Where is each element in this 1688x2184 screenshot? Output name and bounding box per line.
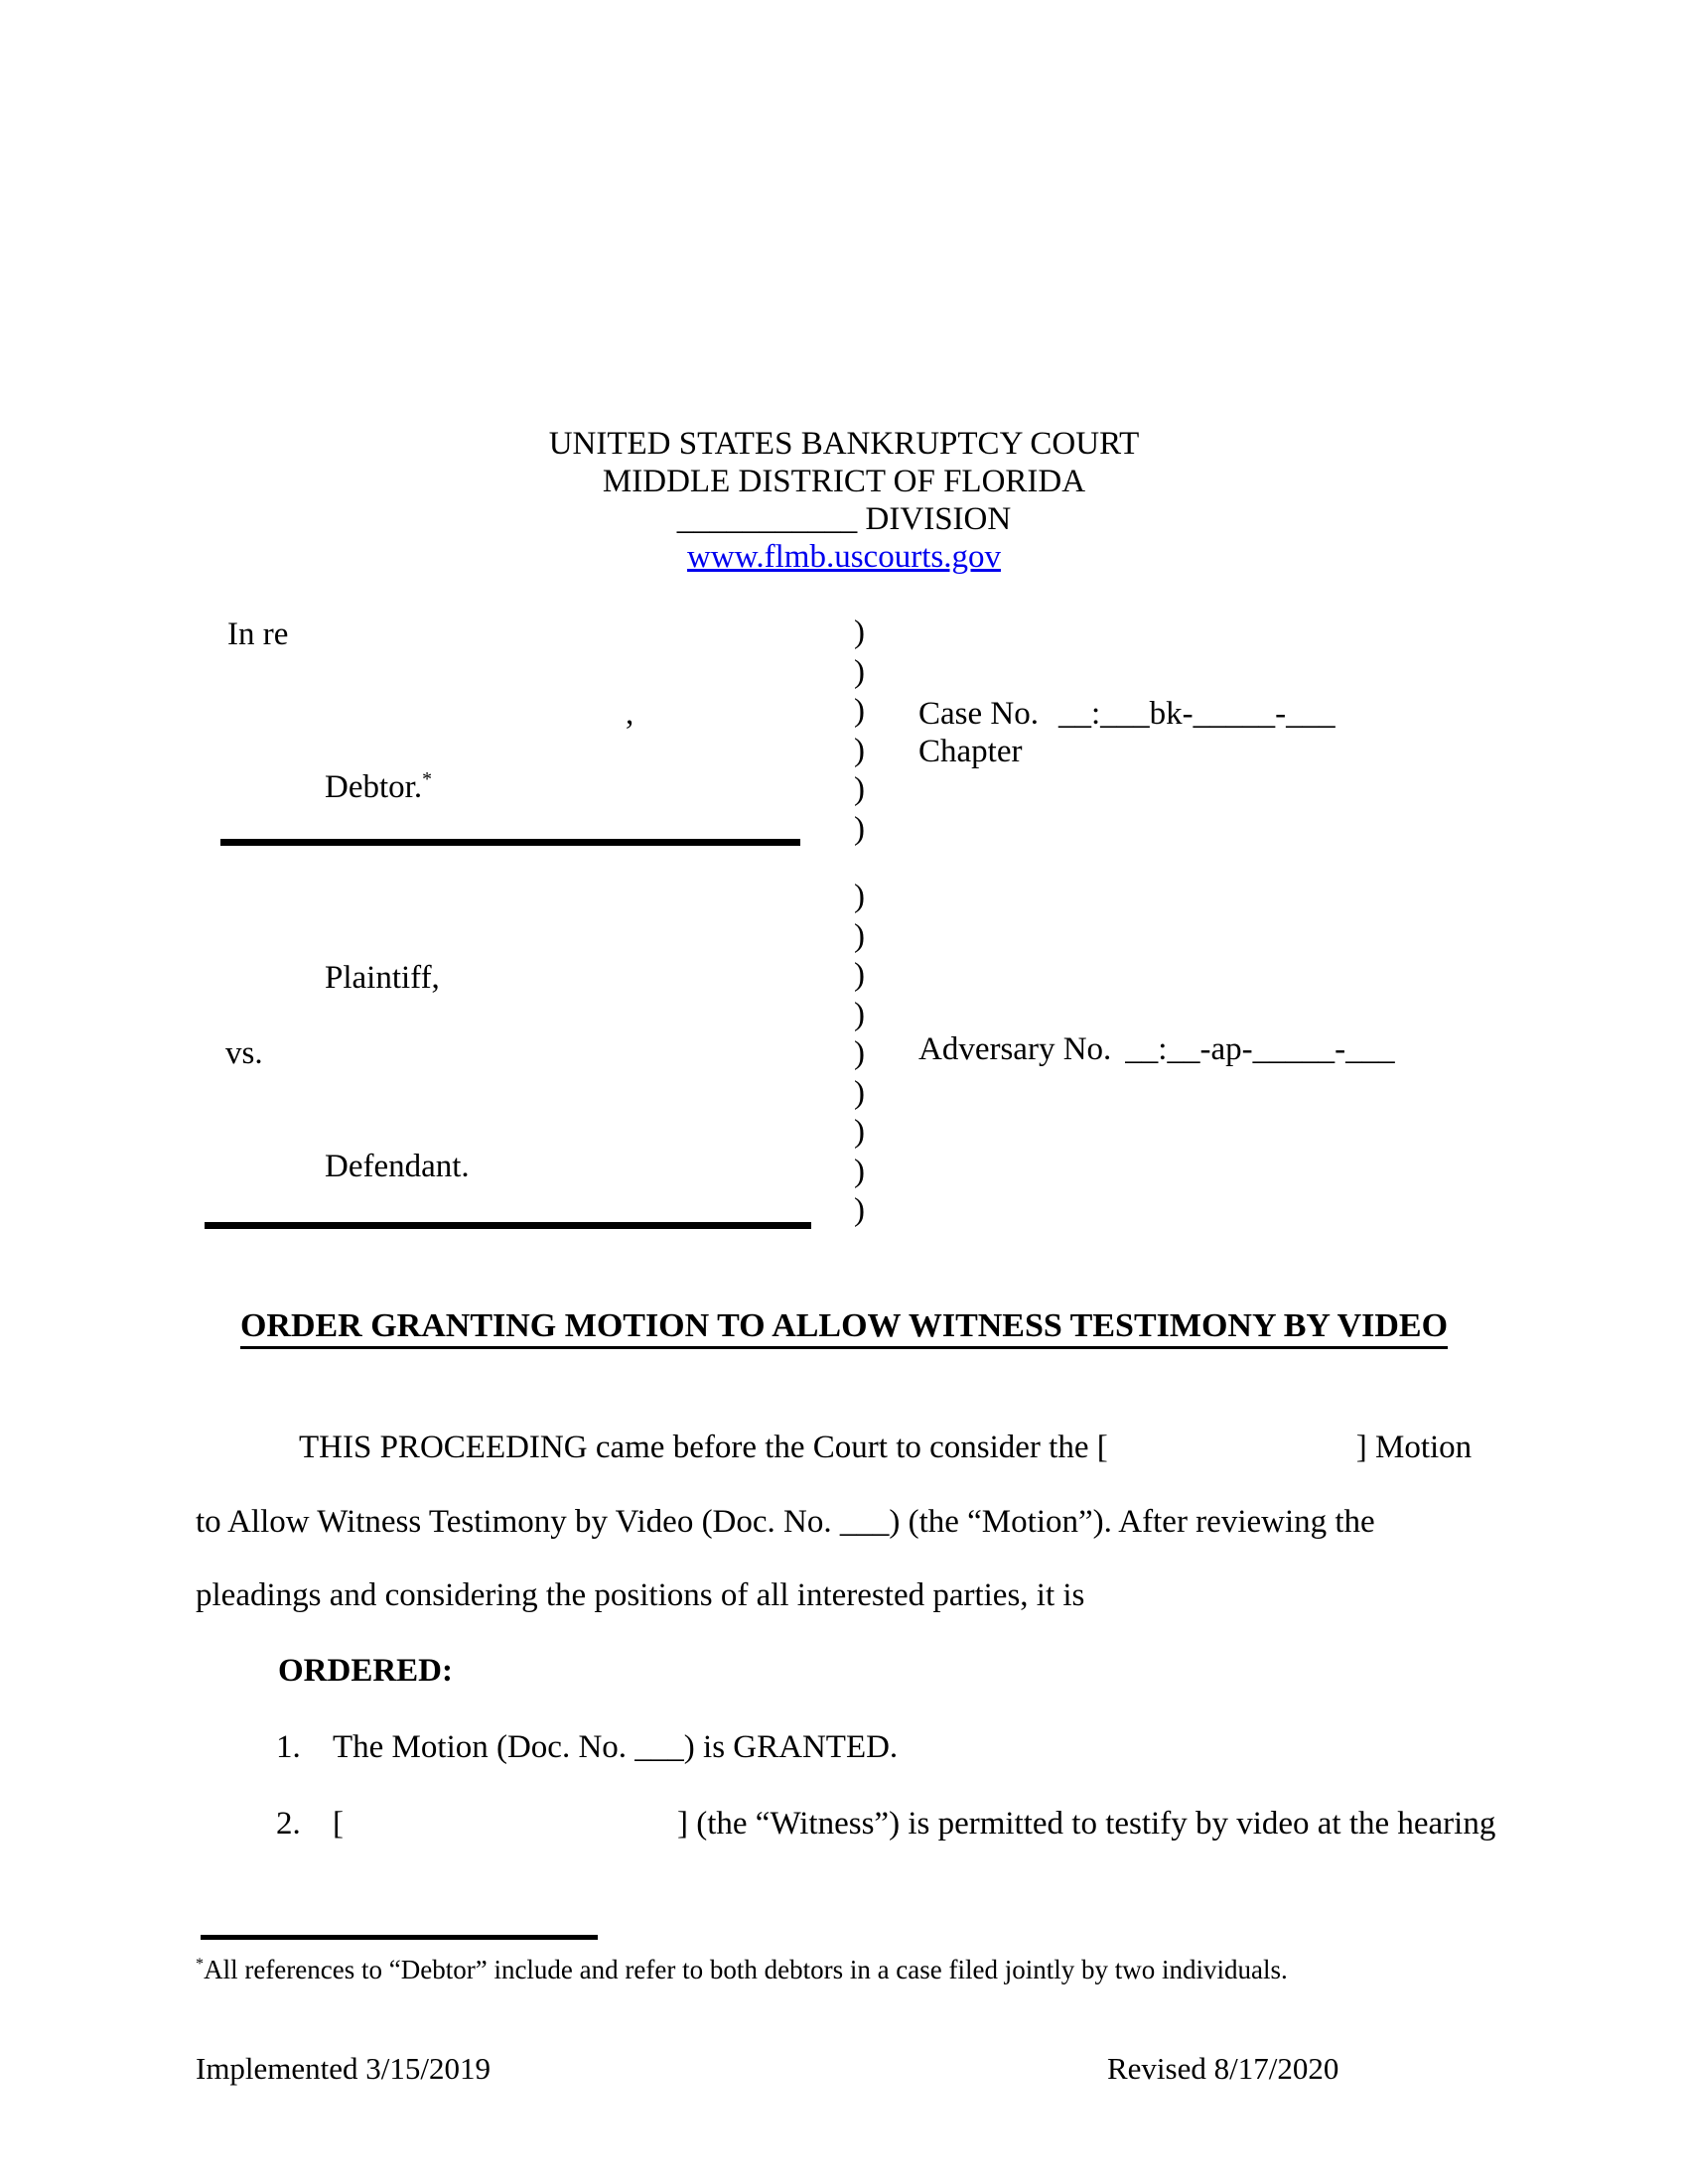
debtor-label: Debtor. [325,769,423,805]
ordered-item-1 [276,1728,898,1766]
division-line [0,500,1688,538]
district-heading: MIDDLE DISTRICT OF FLORIDA [602,464,1086,499]
caption-paren: ) [854,771,865,807]
caption-divider-rule-bankruptcy [220,839,800,846]
implemented-date-label: Implemented 3/15/2019 [196,2051,492,2086]
vs-label: vs. [225,1035,263,1071]
caption-paren: ) [854,693,865,729]
caption-paren: ) [854,996,865,1032]
caption-divider-rule-adversary [205,1222,811,1229]
adversary-number-label: Adversary No. [918,1031,1112,1067]
ordered-colon: : [442,1653,454,1689]
item1-number: 1. [276,1729,301,1765]
item2-number: 2. [276,1806,301,1842]
caption-paren-column-adversary [854,878,865,1231]
order-title-line [0,1307,1688,1349]
caption-paren: ) [854,1114,865,1150]
ordered-line [278,1652,453,1690]
in-re-label: In re [227,616,289,652]
caption-paren: ) [854,1153,865,1189]
chapter-label: Chapter [918,734,1023,769]
caption-paren: ) [854,1074,865,1111]
item1-text: The Motion (Doc. No. ___) is GRANTED. [333,1729,899,1765]
item2-text: ] (the “Witness”) is permitted to testify by video at the hearing [677,1806,1496,1842]
order-title: ORDER GRANTING MOTION TO ALLOW WITNESS TESTIMONY BY VIDEO [240,1307,1448,1349]
footnote-separator-rule [201,1935,598,1940]
case-number-line [918,695,1336,733]
ordered-word: ORDERED [278,1653,443,1689]
case-number-label: Case No. [918,696,1039,732]
ordered-item-2 [276,1805,1495,1843]
adversary-number-blank-field: __:__-ap-_____-___ [1125,1031,1395,1067]
debtor-name-comma: , [626,696,634,732]
court-name-heading: UNITED STATES BANKRUPTCY COURT [548,426,1140,462]
paragraph1-line2: to Allow Witness Testimony by Video (Doc. No. ___) (the “Motion”). After reviewing the [196,1504,1375,1540]
paragraph1-line1 [299,1429,1472,1466]
division-blank-field: ___________ [676,501,858,537]
plaintiff-label: Plaintiff, [325,960,440,996]
caption-paren: ) [854,917,865,954]
caption-paren: ) [854,879,865,914]
caption-paren: ) [854,653,865,690]
footnote-line [196,1954,1288,1985]
paragraph1-line3: pleadings and considering the positions of all interested parties, it is [196,1577,1085,1613]
footnote-mark: * [196,1955,205,1973]
caption-paren: ) [854,614,865,650]
item2-open-bracket: [ [333,1806,344,1842]
division-label: DIVISION [865,501,1012,537]
caption-paren: ) [854,732,865,768]
website-line [0,538,1688,576]
footnote-text: All references to “Debtor” include and refer to both debtors in a case filed jointly by two individuals. [204,1955,1288,1984]
case-number-blank-field: __:___bk-_____-___ [1057,696,1336,732]
debtor-label-line [325,768,432,806]
caption-paren-column-bankruptcy [854,614,865,849]
paragraph1-line1-end: ] Motion [1355,1430,1473,1465]
caption-paren: ) [854,957,865,993]
paragraph1-line1-text: THIS PROCEEDING came before the Court to consider the [ [299,1430,1108,1465]
revised-date-label: Revised 8/17/2020 [1107,2051,1339,2086]
caption-paren: ) [854,810,865,847]
caption-paren: ) [854,1192,865,1228]
adversary-number-line [918,1030,1395,1068]
caption-paren: ) [854,1035,865,1071]
defendant-label: Defendant. [325,1149,470,1184]
debtor-footnote-mark: * [422,768,432,790]
court-website-link[interactable]: www.flmb.uscourts.gov [687,539,1001,575]
